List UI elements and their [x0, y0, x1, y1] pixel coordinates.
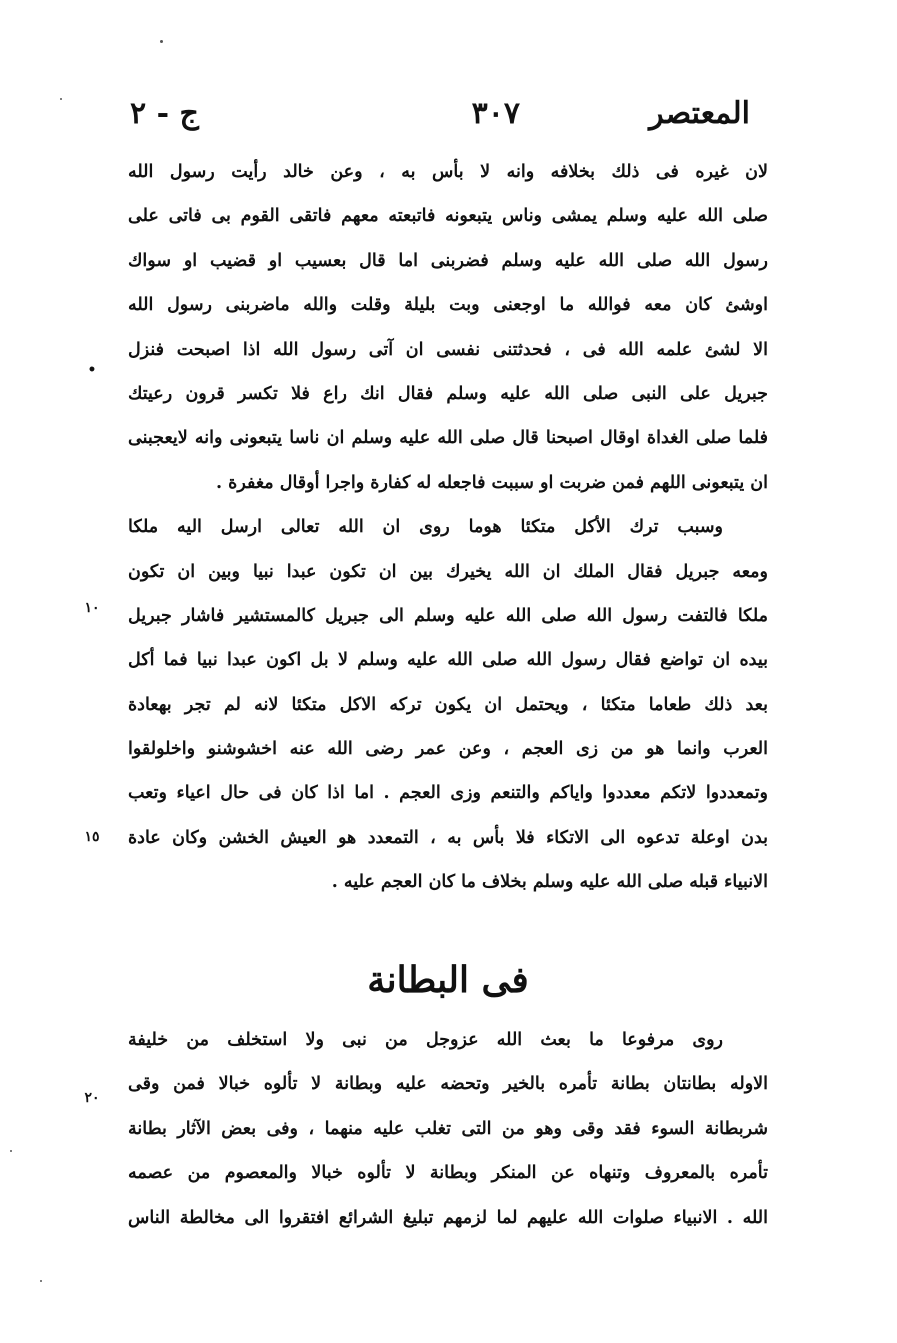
- text-line: الله . الانبياء صلوات الله عليهم لما لزمهم تبليغ الشرائع افتقروا الى مخالطة الناس: [128, 1207, 768, 1228]
- text-line: الا لشئ علمه الله فى ، فحدثتنى نفسى ان آتى رسول الله اذا اصبحت فنزل: [128, 339, 768, 360]
- line-number-15: ١٥: [84, 829, 100, 845]
- text-line: ان يتبعونى اللهم فمن ضربت او سببت فاجعله له كفارة واجرا أوقال مغفرة .: [215, 472, 768, 493]
- scan-speck: [160, 40, 163, 43]
- volume-label: ج - ٢: [130, 96, 199, 131]
- line-number-20: ٢٠: [84, 1090, 100, 1106]
- text-line: بيده ان تواضع فقال رسول الله صلى الله عليه وسلم لا بل اكون عبدا نبيا فما أكل: [128, 650, 768, 671]
- text-line: رسول الله صلى الله عليه وسلم فضربنى اما قال بعسيب او قضيب او سواك: [128, 250, 768, 271]
- text-line: ومعه جبريل فقال الملك ان الله يخيرك بين ان تكون عبدا نبيا وبين ان تكون: [128, 561, 768, 582]
- text-line: بدن اوعلة تدعوه الى الاتكاء فلا بأس به ، التمعدد هو العيش الخشن وكان عادة: [128, 827, 768, 848]
- text-line: وسبب ترك الأكل متكئا هوما روى ان الله تعالى ارسل اليه ملكا: [128, 517, 723, 538]
- text-line: جبريل على النبى صلى الله عليه وسلم فقال انك راع فلا تكسر قرون رعيتك: [128, 383, 768, 404]
- text-line: الاوله بطانتان بطانة تأمره بالخير وتحضه عليه وبطانة لا تألوه خبالا فمن وقى: [128, 1074, 768, 1095]
- text-line: روى مرفوعا ما بعث الله عزوجل من نبى ولا استخلف من خليفة: [128, 1030, 723, 1050]
- line-number-10: ١٠: [84, 600, 100, 616]
- text-line: ملكا فالتفت رسول الله صلى الله عليه وسلم الى جبريل كالمستشير فاشار جبريل: [128, 605, 768, 626]
- scan-speck: [40, 1280, 42, 1282]
- text-line: لان غيره فى ذلك بخلافه وانه لا بأس به ، وعن خالد رأيت رسول الله: [128, 162, 768, 182]
- margin-bullet: •: [87, 362, 97, 378]
- page-number: ٣٠٧: [471, 96, 520, 131]
- text-line: وتمعددوا لاتكم معددوا واياكم والتنعم وزى العجم . اما اذا كان فى حال اعياء وتعب: [128, 783, 768, 804]
- main-text-block: [128, 150, 768, 905]
- scan-speck: [10, 1150, 12, 1152]
- scan-speck: [60, 98, 62, 100]
- section-heading: فى البطانة: [367, 959, 529, 1001]
- text-line: شربطانة السوء فقد وقى وهو من التى تغلب عليه منهما ، وفى بعض الآثار بطانة: [128, 1118, 768, 1139]
- running-title: المعتصر: [649, 96, 750, 131]
- text-line: بعد ذلك طعاما متكئا ، ويحتمل ان يكون تركه الاكل متكئا لانه لم تجر بهعادة: [128, 694, 768, 715]
- text-line: صلى الله عليه وسلم يمشى وناس يتبعونه فاتبعته معهم فاتقى القوم بى فاتى على: [128, 206, 768, 227]
- text-line: تأمره بالمعروف وتنهاه عن المنكر وبطانة لا تألوه خبالا والمعصوم من عصمه: [128, 1163, 768, 1184]
- section-text-block: [128, 1018, 768, 1240]
- text-line: الانبياء قبله صلى الله عليه وسلم بخلاف ما كان العجم عليه .: [331, 872, 768, 893]
- text-line: اوشئ كان معه فوالله ما اوجعنى وبت بليلة وقلت والله ماضربنى رسول الله: [128, 295, 768, 316]
- text-line: فلما صلى الغداة اوقال اصبحنا قال صلى الله عليه وسلم ان ناسا يتبعونى وانه لايعجبنى: [128, 428, 768, 449]
- text-line: العرب وانما هو من زى العجم ، وعن عمر رضى الله عنه اخشوشنو واخلولقوا: [128, 739, 768, 760]
- page-header: [130, 92, 750, 142]
